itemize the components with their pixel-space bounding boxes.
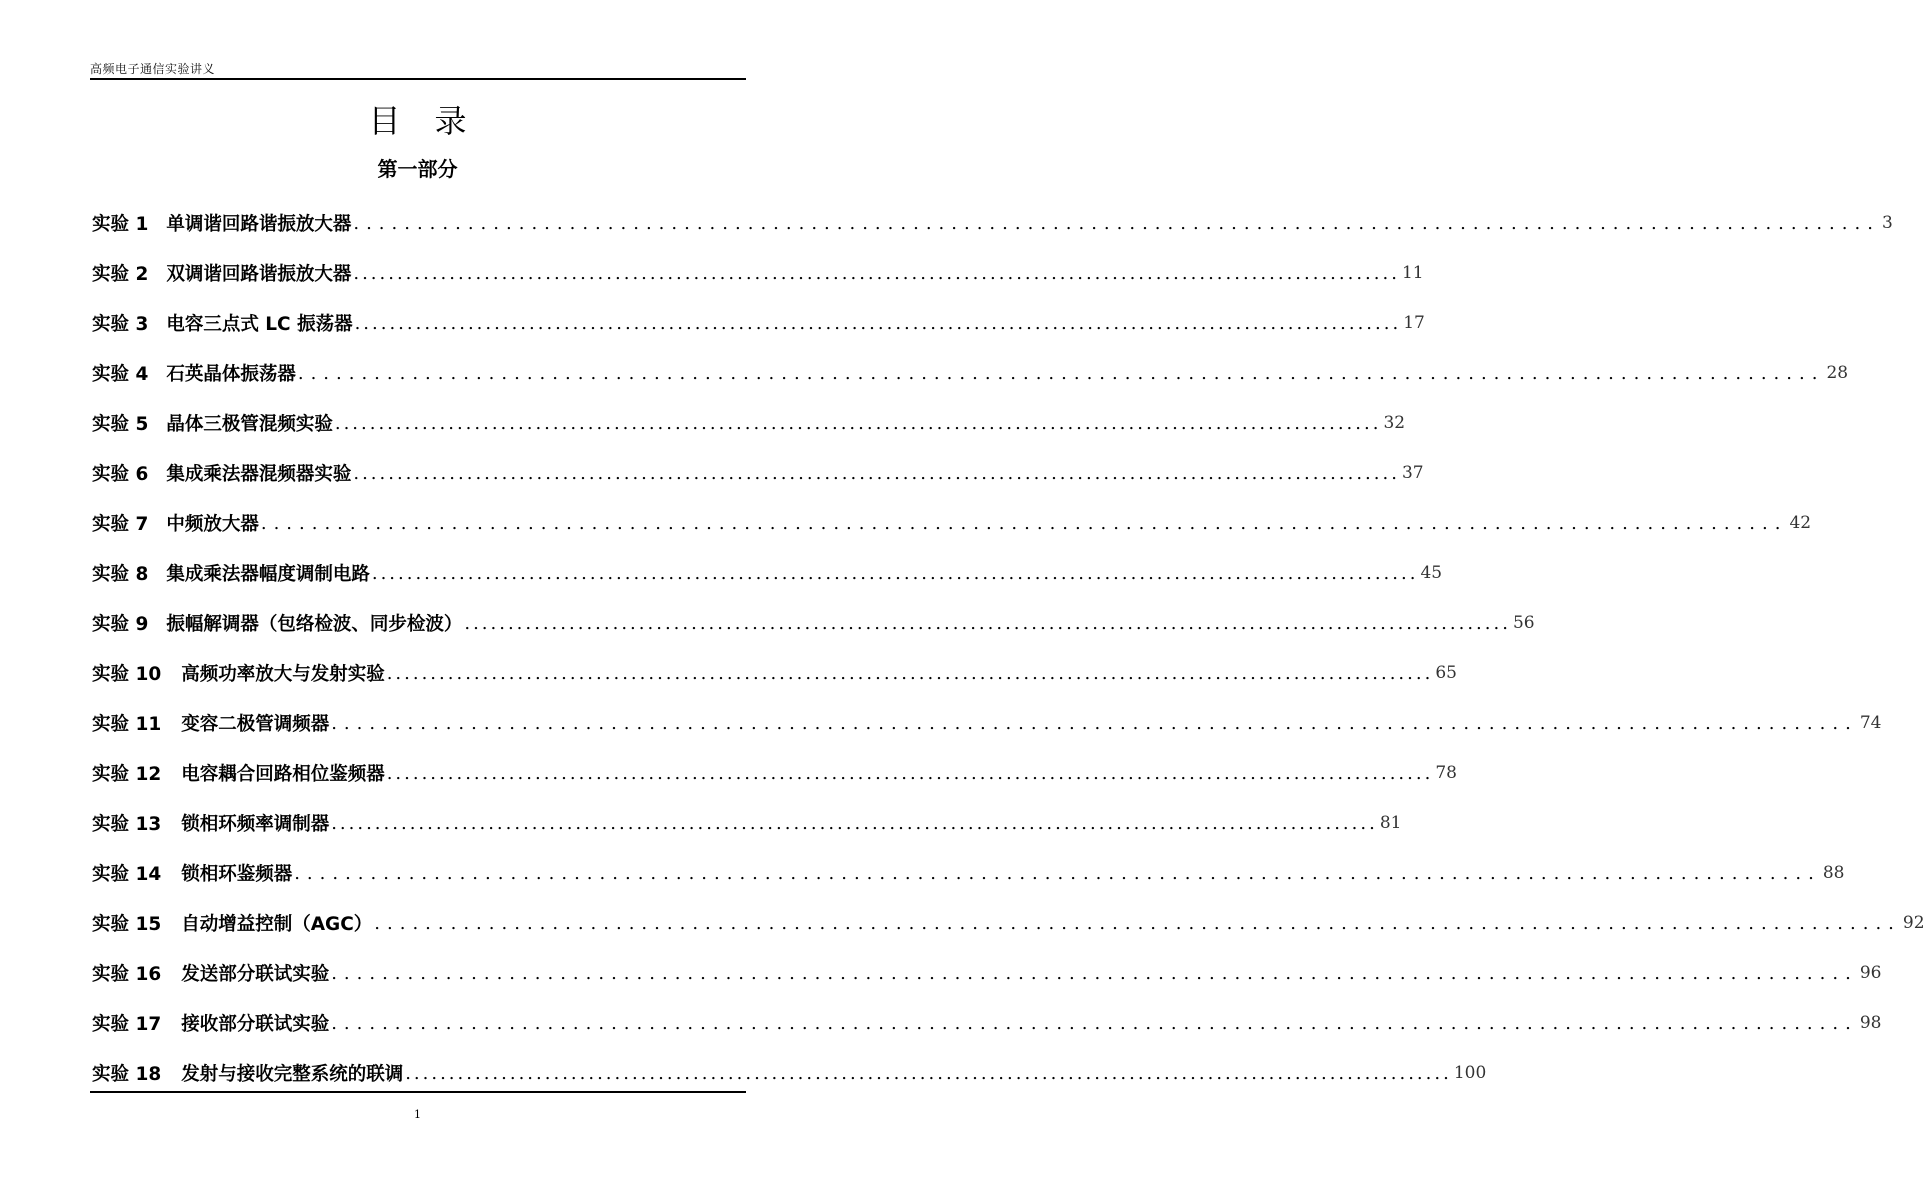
toc-dot-leader: ........................................................................................................................ <box>405 1062 1452 1084</box>
toc-entry-title: 中频放大器 <box>166 514 259 535</box>
section-heading: 第一部分 <box>377 157 458 181</box>
toc-entry-number: 实验 13 <box>92 814 162 835</box>
page-number: 1 <box>414 1108 421 1121</box>
footer-rule <box>90 1091 746 1093</box>
toc-dot-leader: ........................................................................................................................ <box>371 562 1419 584</box>
toc-dot-leader: ........................................................................................................................ <box>464 612 1511 634</box>
toc-dot-leader: ........................................................................................................................ <box>260 512 1788 534</box>
toc-entry-page: 98 <box>1859 1013 1882 1033</box>
running-header: 高频电子通信实验讲义 <box>90 62 216 76</box>
toc-entry-title: 晶体三极管混频实验 <box>166 414 333 435</box>
toc-entry[interactable] <box>92 198 1893 248</box>
toc-entry-number: 实验 8 <box>92 564 149 585</box>
toc-entry-number: 实验 14 <box>92 864 162 885</box>
toc-entry-page: 37 <box>1401 463 1424 483</box>
toc-entry[interactable] <box>92 798 1402 848</box>
toc-entry-title: 电容三点式 LC 振荡器 <box>166 314 353 335</box>
table-of-contents <box>92 198 1925 1098</box>
toc-dot-leader: ........................................................................................................................ <box>294 862 1821 884</box>
toc-dot-leader: ........................................................................................................................ <box>354 312 1402 334</box>
toc-dot-leader: ........................................................................................................................ <box>353 262 1400 284</box>
toc-dot-leader: ........................................................................................................................ <box>331 812 1378 834</box>
toc-entry[interactable] <box>92 898 1925 948</box>
toc-entry[interactable] <box>92 998 1882 1048</box>
toc-entry-number: 实验 18 <box>92 1064 162 1085</box>
toc-entry[interactable] <box>92 598 1535 648</box>
toc-entry[interactable] <box>92 498 1812 548</box>
toc-entry-number: 实验 10 <box>92 664 162 685</box>
toc-entry[interactable] <box>92 748 1457 798</box>
toc-entry-page: 100 <box>1453 1063 1487 1083</box>
toc-entry-title: 发射与接收完整系统的联调 <box>181 1064 404 1085</box>
toc-dot-leader: ........................................................................................................................ <box>334 412 1382 434</box>
toc-entry-page: 17 <box>1403 313 1425 333</box>
toc-entry[interactable] <box>92 398 1406 448</box>
toc-entry-title: 电容耦合回路相位鉴频器 <box>181 764 385 785</box>
toc-entry[interactable] <box>92 648 1457 698</box>
toc-entry[interactable] <box>92 548 1443 598</box>
toc-dot-leader: ........................................................................................................................ <box>331 712 1858 734</box>
toc-entry-page: 81 <box>1379 813 1402 833</box>
toc-entry[interactable] <box>92 448 1424 498</box>
toc-dot-leader: ........................................................................................................................ <box>353 462 1400 484</box>
toc-dot-leader: ........................................................................................................................ <box>353 212 1880 234</box>
toc-entry-number: 实验 3 <box>92 314 149 335</box>
toc-entry-page: 11 <box>1401 263 1424 283</box>
toc-entry-number: 实验 1 <box>92 214 149 235</box>
toc-entry-title: 高频功率放大与发射实验 <box>181 664 385 685</box>
toc-entry-page: 56 <box>1512 613 1535 633</box>
toc-entry-number: 实验 16 <box>92 964 162 985</box>
toc-dot-leader: ........................................................................................................................ <box>331 962 1858 984</box>
toc-entry-number: 实验 9 <box>92 614 149 635</box>
toc-entry-number: 实验 12 <box>92 764 162 785</box>
toc-dot-leader: ........................................................................................................................ <box>297 362 1825 384</box>
page-title: 目录 <box>368 102 501 140</box>
toc-entry-number: 实验 6 <box>92 464 149 485</box>
toc-entry-title: 单调谐回路谐振放大器 <box>166 214 352 235</box>
toc-entry-number: 实验 15 <box>92 914 162 935</box>
toc-entry[interactable] <box>92 248 1424 298</box>
toc-entry-title: 锁相环鉴频器 <box>181 864 293 885</box>
toc-entry[interactable] <box>92 348 1849 398</box>
toc-entry-title: 振幅解调器（包络检波、同步检波） <box>166 614 463 635</box>
toc-entry-page: 74 <box>1859 713 1882 733</box>
toc-dot-leader: ........................................................................................................................ <box>386 662 1434 684</box>
toc-entry-title: 自动增益控制（AGC） <box>181 914 373 935</box>
toc-dot-leader: ........................................................................................................................ <box>374 912 1901 934</box>
toc-entry-title: 变容二极管调频器 <box>181 714 330 735</box>
toc-entry-number: 实验 5 <box>92 414 149 435</box>
toc-entry-page: 28 <box>1826 363 1849 383</box>
toc-entry-title: 双调谐回路谐振放大器 <box>166 264 352 285</box>
toc-entry-page: 92 <box>1902 913 1925 933</box>
toc-entry-number: 实验 17 <box>92 1014 162 1035</box>
toc-dot-leader: ........................................................................................................................ <box>386 762 1434 784</box>
toc-entry-number: 实验 11 <box>92 714 162 735</box>
toc-entry-page: 32 <box>1383 413 1406 433</box>
toc-entry-page: 78 <box>1435 763 1457 783</box>
toc-entry-title: 发送部分联试实验 <box>181 964 330 985</box>
toc-entry-number: 实验 2 <box>92 264 149 285</box>
toc-entry-title: 锁相环频率调制器 <box>181 814 330 835</box>
toc-entry-page: 88 <box>1822 863 1845 883</box>
toc-entry-page: 45 <box>1420 563 1443 583</box>
toc-entry-title: 集成乘法器幅度调制电路 <box>166 564 370 585</box>
toc-entry-number: 实验 7 <box>92 514 149 535</box>
toc-entry[interactable] <box>92 698 1882 748</box>
toc-entry[interactable] <box>92 298 1425 348</box>
toc-entry-title: 石英晶体振荡器 <box>166 364 296 385</box>
toc-entry-page: 3 <box>1881 213 1893 233</box>
toc-entry-title: 接收部分联试实验 <box>181 1014 330 1035</box>
toc-entry-page: 42 <box>1789 513 1812 533</box>
toc-entry[interactable] <box>92 848 1845 898</box>
toc-entry-page: 96 <box>1859 963 1882 983</box>
toc-dot-leader: ........................................................................................................................ <box>331 1012 1858 1034</box>
toc-entry-title: 集成乘法器混频器实验 <box>166 464 352 485</box>
toc-entry-page: 65 <box>1435 663 1457 683</box>
header-rule <box>90 78 746 80</box>
toc-entry[interactable] <box>92 948 1882 998</box>
toc-entry-number: 实验 4 <box>92 364 149 385</box>
